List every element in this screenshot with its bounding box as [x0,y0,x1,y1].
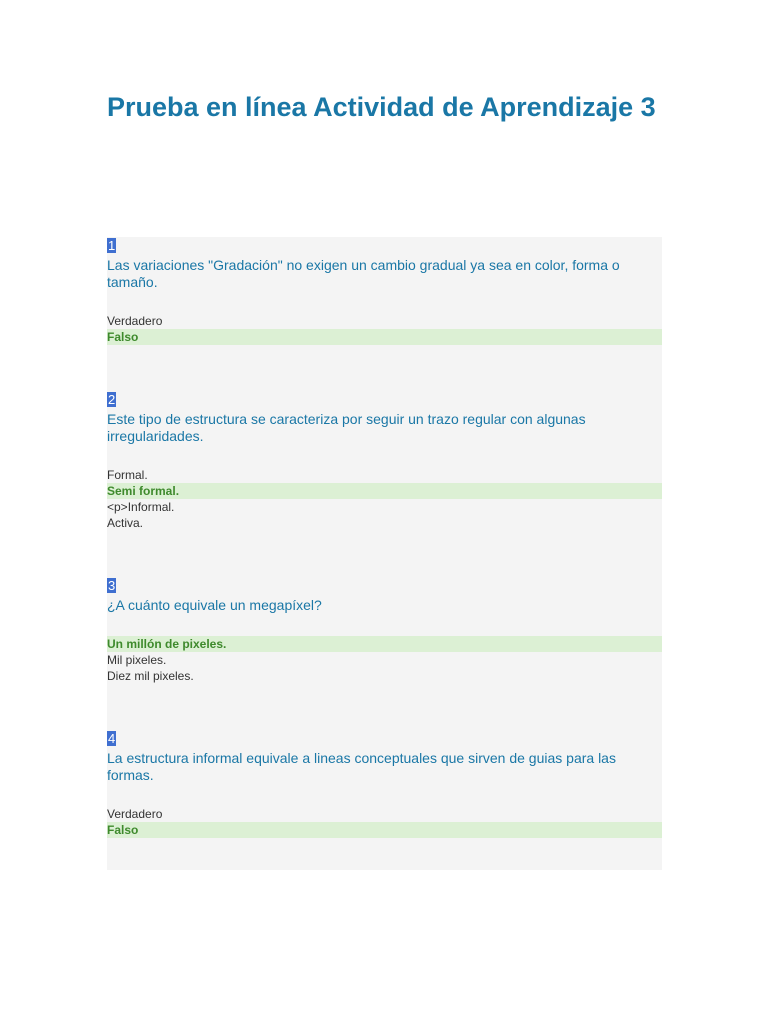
answer-option[interactable]: Diez mil pixeles. [107,669,194,683]
question-2 [107,391,662,531]
answer-option[interactable]: <p>Informal. [107,500,175,514]
quiz-panel [107,237,662,870]
question-1 [107,237,662,345]
question-4 [107,730,662,838]
answer-option-correct[interactable]: Un millón de pixeles. [107,636,662,652]
answer-option[interactable]: Activa. [107,516,144,530]
question-number: 1 [108,238,116,253]
answer-option-correct[interactable]: Semi formal. [107,483,662,499]
question-number: 3 [108,578,116,593]
question-text: La estructura informal equivale a lineas conceptuales que sirven de guias para las formas. [107,750,616,783]
question-number: 2 [108,392,116,407]
question-text: Las variaciones "Gradación" no exigen un cambio gradual ya sea en color, forma o tamaño. [107,257,620,290]
answer-option[interactable]: Verdadero [107,807,163,821]
answer-option-correct[interactable]: Falso [107,822,662,838]
question-3 [107,577,662,684]
question-number: 4 [108,731,116,746]
question-text: Este tipo de estructura se caracteriza por seguir un trazo regular con algunas irregularidades. [107,411,586,444]
answer-option[interactable]: Mil pixeles. [107,653,167,667]
answer-option-correct[interactable]: Falso [107,329,662,345]
answer-option[interactable]: Formal. [107,468,148,482]
answer-option[interactable]: Verdadero [107,314,163,328]
question-text: ¿A cuánto equivale un megapíxel? [107,597,322,613]
page-title: Prueba en línea Actividad de Aprendizaje 3 [107,92,656,122]
